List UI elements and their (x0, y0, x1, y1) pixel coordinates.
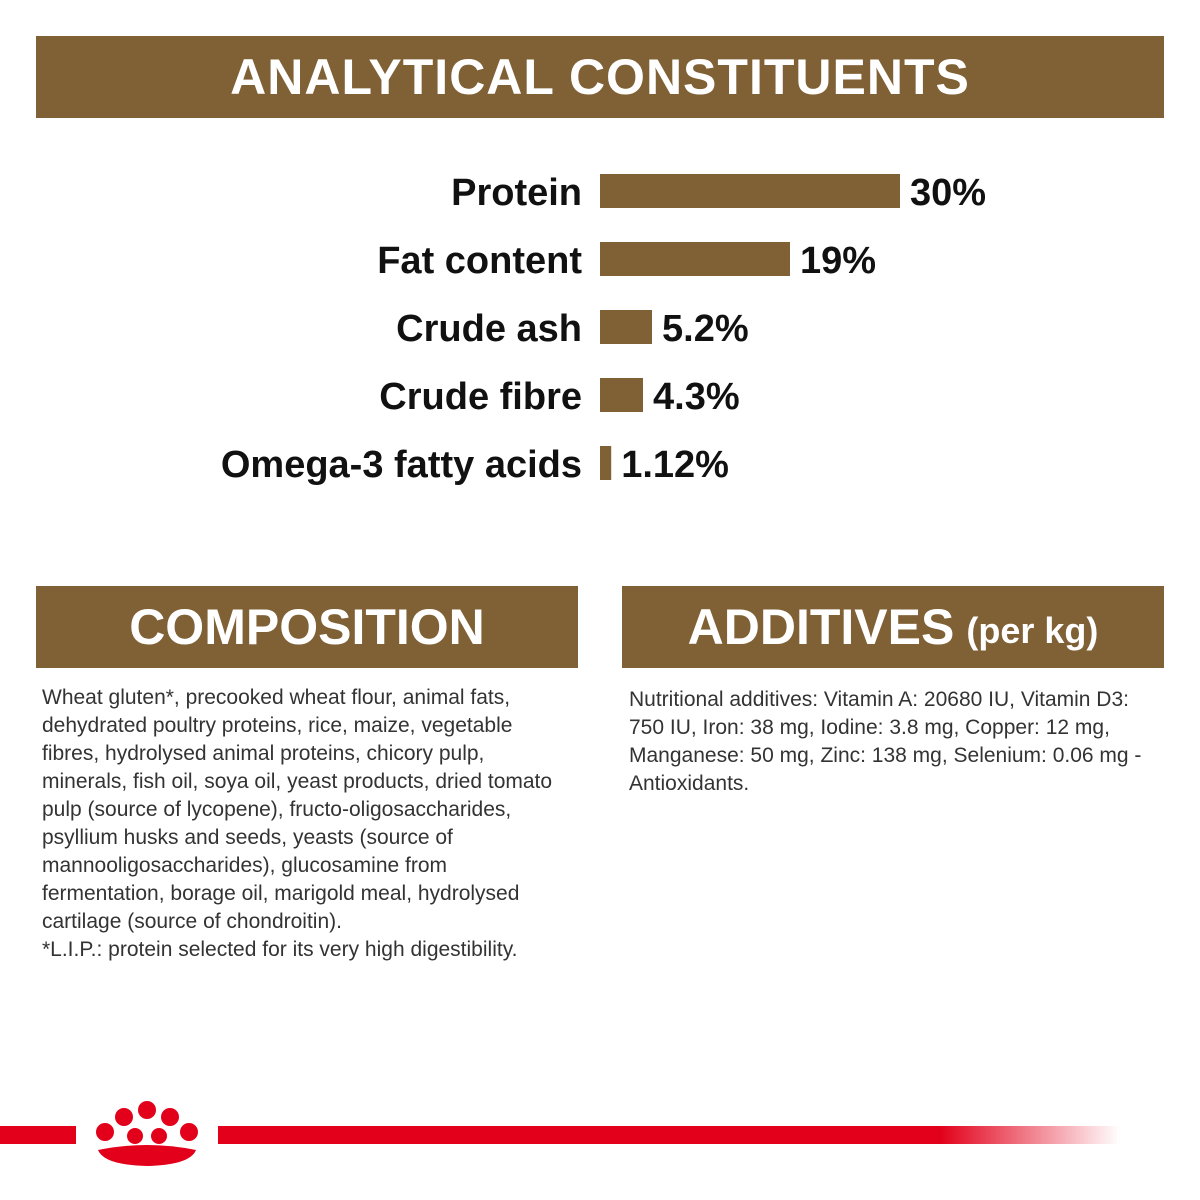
category-label: Protein (451, 172, 582, 214)
composition-line: mannooligosaccharides), glucosamine from (42, 854, 448, 877)
brand-footer (0, 1090, 1200, 1180)
additives-line: Manganese: 50 mg, Zinc: 138 mg, Selenium: 0.06 mg - (629, 744, 1142, 767)
category-label: Crude ash (396, 308, 582, 350)
additives-line: Antioxidants. (629, 772, 750, 795)
analytical-constituents-title: ANALYTICAL CONSTITUENTS (230, 49, 970, 105)
value-label: 4.3% (653, 376, 740, 418)
category-label: Fat content (377, 240, 582, 282)
composition-line: dehydrated poultry proteins, rice, maize, vegetable (42, 714, 513, 737)
composition-line: psyllium husks and seeds, yeasts (source of (42, 826, 453, 849)
additives-subtitle: (per kg) (966, 610, 1099, 651)
category-label: Omega-3 fatty acids (220, 444, 582, 486)
additives-line: Nutritional additives: Vitamin A: 20680 IU, Vitamin D3: (629, 688, 1129, 711)
composition-header (36, 586, 578, 668)
composition-line: fibres, hydrolysed animal proteins, chicory pulp, (42, 742, 485, 765)
category-label: Crude fibre (379, 376, 582, 418)
analytical-constituents-header (36, 36, 1164, 118)
bar (600, 378, 643, 412)
red-stripe-right (218, 1126, 1120, 1144)
value-label: 5.2% (662, 308, 749, 350)
bar (600, 446, 611, 480)
additives-line: 750 IU, Iron: 38 mg, Iodine: 3.8 mg, Copper: 12 mg, (629, 716, 1110, 739)
composition-text (42, 684, 562, 964)
bar (600, 242, 790, 276)
composition-line: minerals, fish oil, soya oil, yeast products, dried tomato (42, 770, 553, 793)
value-label: 30% (910, 172, 987, 214)
bar (600, 174, 900, 208)
red-stripe-left (0, 1126, 76, 1144)
additives-header (622, 586, 1164, 668)
additives-title: ADDITIVES (687, 599, 955, 655)
composition-line: cartilage (source of chondroitin). (42, 910, 342, 933)
additives-text (629, 686, 1149, 798)
composition-title: COMPOSITION (129, 599, 485, 655)
composition-line: Wheat gluten*, precooked wheat flour, animal fats, (42, 686, 511, 709)
royal-canin-crown-logo-icon (96, 1101, 198, 1166)
value-label: 1.12% (621, 444, 729, 486)
value-label: 19% (800, 240, 877, 282)
composition-line: pulp (source of lycopene), fructo-oligosaccharides, (42, 798, 512, 821)
composition-footnote: *L.I.P.: protein selected for its very high digestibility. (42, 938, 518, 961)
bar (600, 310, 652, 344)
composition-line: fermentation, borage oil, marigold meal, hydrolysed (42, 882, 520, 905)
analytical-constituents-chart (0, 150, 1200, 510)
